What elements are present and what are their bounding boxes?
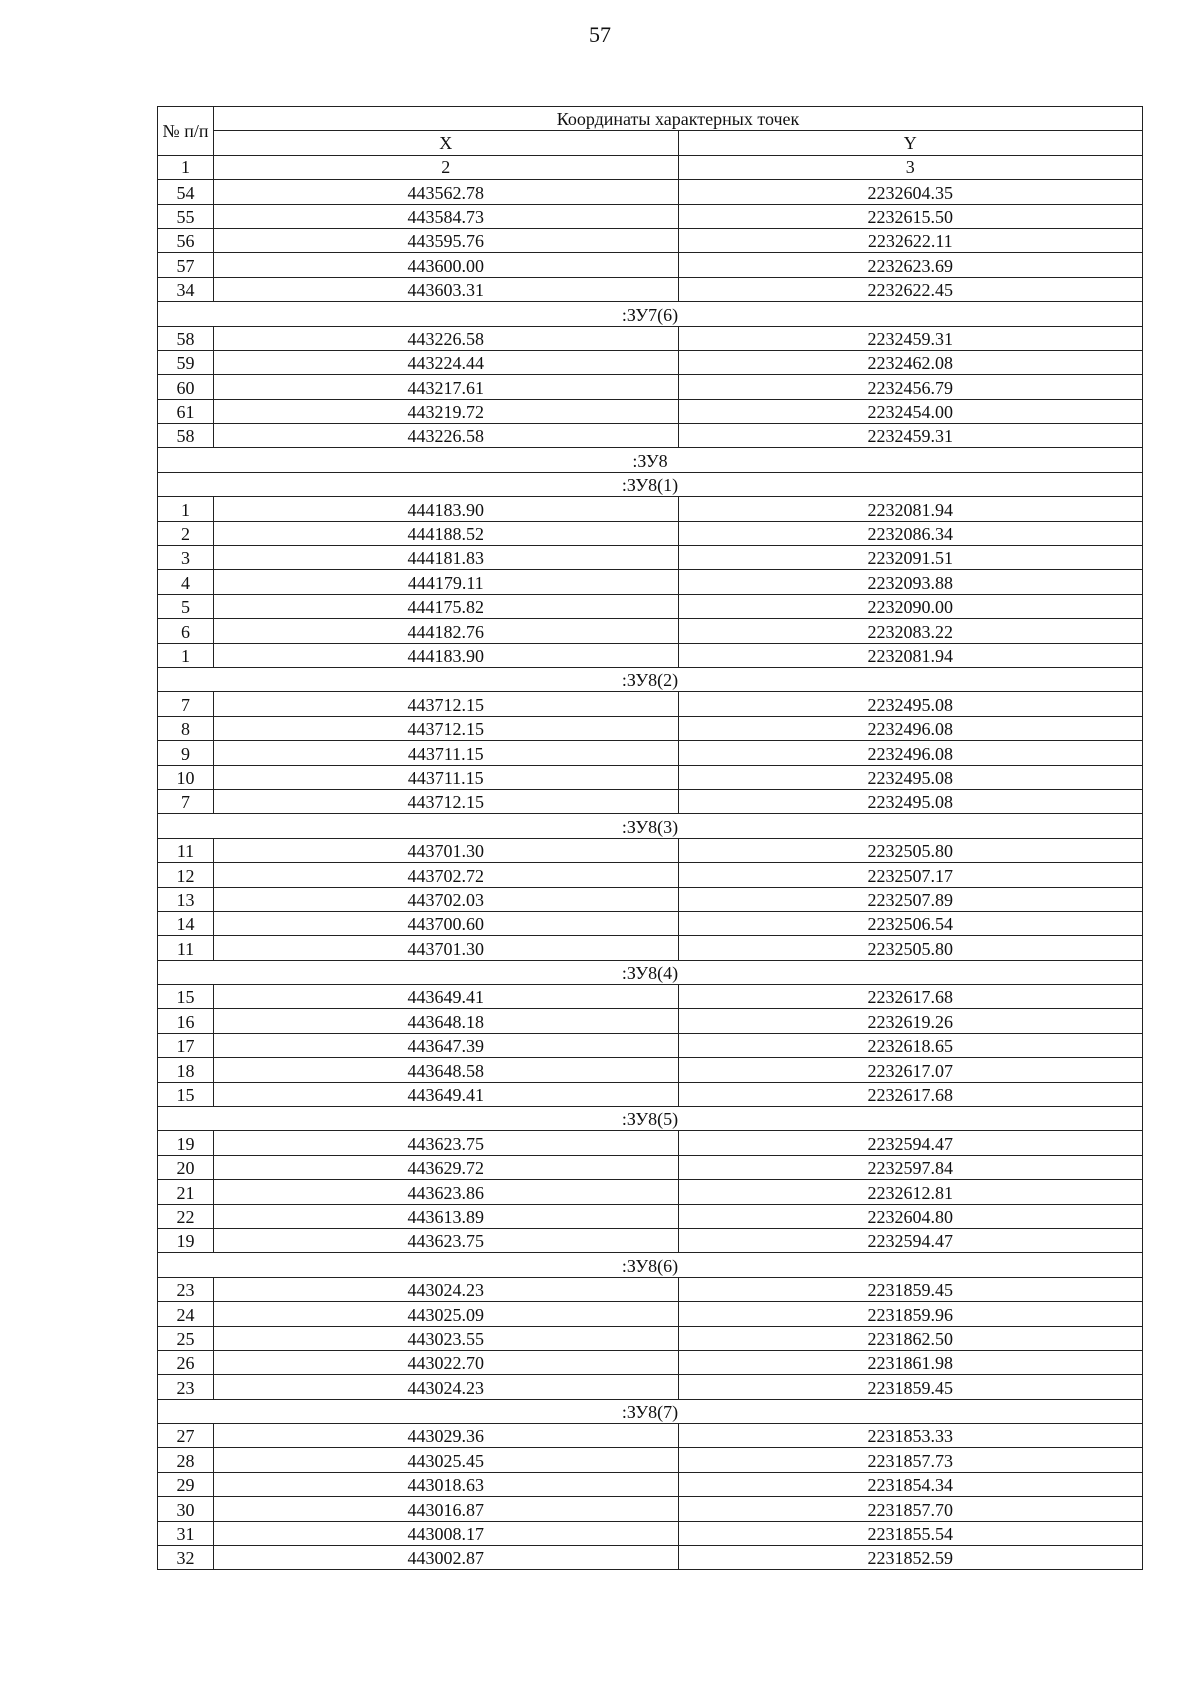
x-coordinate-cell: 443629.72 [214, 1155, 679, 1179]
table-row [158, 1204, 1143, 1228]
table-row [158, 228, 1143, 252]
table-row [158, 1497, 1143, 1521]
point-number-cell: 9 [158, 741, 214, 765]
table-row [158, 326, 1143, 350]
table-row [158, 1082, 1143, 1106]
x-coordinate-cell: 443623.75 [214, 1228, 679, 1252]
point-number-cell: 3 [158, 546, 214, 570]
x-coordinate-cell: 443712.15 [214, 692, 679, 716]
x-coordinate-cell: 443024.23 [214, 1277, 679, 1301]
x-coordinate-cell: 443649.41 [214, 985, 679, 1009]
table-row [158, 1350, 1143, 1374]
y-coordinate-cell: 2232604.35 [678, 180, 1143, 204]
y-coordinate-cell: 2232507.89 [678, 887, 1143, 911]
y-coordinate-cell: 2232495.08 [678, 765, 1143, 789]
table-row [158, 1277, 1143, 1301]
table-row [158, 350, 1143, 374]
point-number-cell: 14 [158, 911, 214, 935]
table-row [158, 1302, 1143, 1326]
x-coordinate-cell: 443712.15 [214, 716, 679, 740]
x-coordinate-cell: 444183.90 [214, 497, 679, 521]
x-coordinate-cell: 443224.44 [214, 350, 679, 374]
point-number-cell: 21 [158, 1180, 214, 1204]
x-coordinate-cell: 443025.09 [214, 1302, 679, 1326]
y-coordinate-cell: 2232617.07 [678, 1058, 1143, 1082]
table-row [158, 546, 1143, 570]
y-coordinate-cell: 2232604.80 [678, 1204, 1143, 1228]
table-row [158, 643, 1143, 667]
section-row [158, 1253, 1143, 1277]
point-number-cell: 58 [158, 326, 214, 350]
x-coordinate-cell: 443600.00 [214, 253, 679, 277]
table-row [158, 863, 1143, 887]
point-number-cell: 4 [158, 570, 214, 594]
y-coordinate-cell: 2232612.81 [678, 1180, 1143, 1204]
point-number-cell: 58 [158, 424, 214, 448]
point-number-cell: 7 [158, 692, 214, 716]
table-row [158, 985, 1143, 1009]
x-coordinate-cell: 443016.87 [214, 1497, 679, 1521]
section-row [158, 302, 1143, 326]
table-row [158, 619, 1143, 643]
table-row [158, 1228, 1143, 1252]
table-row [158, 1058, 1143, 1082]
header-col-number-2: 2 [214, 155, 679, 179]
y-coordinate-cell: 2232495.08 [678, 789, 1143, 813]
x-coordinate-cell: 443022.70 [214, 1350, 679, 1374]
page-number: 57 [589, 22, 611, 47]
table-row [158, 765, 1143, 789]
y-coordinate-cell: 2232594.47 [678, 1228, 1143, 1252]
table-row [158, 277, 1143, 301]
header-coords-label: Координаты характерных точек [214, 107, 1143, 131]
table-row [158, 570, 1143, 594]
section-label: :ЗУ8(3) [158, 814, 1143, 838]
table-row [158, 497, 1143, 521]
section-row [158, 1107, 1143, 1131]
point-number-cell: 1 [158, 497, 214, 521]
point-number-cell: 22 [158, 1204, 214, 1228]
section-label: :ЗУ8(6) [158, 1253, 1143, 1277]
y-coordinate-cell: 2231854.34 [678, 1472, 1143, 1496]
x-coordinate-cell: 443217.61 [214, 375, 679, 399]
y-coordinate-cell: 2232623.69 [678, 253, 1143, 277]
table-row [158, 521, 1143, 545]
x-coordinate-cell: 444188.52 [214, 521, 679, 545]
x-coordinate-cell: 443648.58 [214, 1058, 679, 1082]
point-number-cell: 2 [158, 521, 214, 545]
section-row [158, 667, 1143, 691]
y-coordinate-cell: 2232091.51 [678, 546, 1143, 570]
x-coordinate-cell: 443623.75 [214, 1131, 679, 1155]
point-number-cell: 8 [158, 716, 214, 740]
x-coordinate-cell: 443647.39 [214, 1033, 679, 1057]
table-row [158, 936, 1143, 960]
y-coordinate-cell: 2232093.88 [678, 570, 1143, 594]
section-label: :ЗУ8(1) [158, 472, 1143, 496]
point-number-cell: 16 [158, 1009, 214, 1033]
section-label: :ЗУ8(4) [158, 960, 1143, 984]
y-coordinate-cell: 2232619.26 [678, 1009, 1143, 1033]
y-coordinate-cell: 2232090.00 [678, 594, 1143, 618]
section-label: :ЗУ7(6) [158, 302, 1143, 326]
table-row [158, 375, 1143, 399]
point-number-cell: 11 [158, 838, 214, 862]
point-number-cell: 24 [158, 1302, 214, 1326]
y-coordinate-cell: 2232622.11 [678, 228, 1143, 252]
header-row-column-numbers [158, 155, 1143, 179]
x-coordinate-cell: 443603.31 [214, 277, 679, 301]
section-label: :ЗУ8(5) [158, 1107, 1143, 1131]
x-coordinate-cell: 444183.90 [214, 643, 679, 667]
y-coordinate-cell: 2231861.98 [678, 1350, 1143, 1374]
point-number-cell: 54 [158, 180, 214, 204]
coordinates-table [157, 106, 1143, 1570]
table-row [158, 180, 1143, 204]
y-coordinate-cell: 2232083.22 [678, 619, 1143, 643]
x-coordinate-cell: 443702.03 [214, 887, 679, 911]
table-row [158, 1033, 1143, 1057]
header-y-label: Y [678, 131, 1143, 155]
x-coordinate-cell: 443700.60 [214, 911, 679, 935]
y-coordinate-cell: 2232505.80 [678, 936, 1143, 960]
x-coordinate-cell: 444179.11 [214, 570, 679, 594]
header-row-top [158, 107, 1143, 131]
x-coordinate-cell: 443613.89 [214, 1204, 679, 1228]
y-coordinate-cell: 2232462.08 [678, 350, 1143, 374]
y-coordinate-cell: 2231859.45 [678, 1277, 1143, 1301]
table-row [158, 399, 1143, 423]
point-number-cell: 29 [158, 1472, 214, 1496]
point-number-cell: 18 [158, 1058, 214, 1082]
table-row [158, 1009, 1143, 1033]
y-coordinate-cell: 2232496.08 [678, 741, 1143, 765]
table-row [158, 1472, 1143, 1496]
point-number-cell: 59 [158, 350, 214, 374]
y-coordinate-cell: 2231857.70 [678, 1497, 1143, 1521]
point-number-cell: 56 [158, 228, 214, 252]
x-coordinate-cell: 443623.86 [214, 1180, 679, 1204]
y-coordinate-cell: 2232495.08 [678, 692, 1143, 716]
x-coordinate-cell: 443226.58 [214, 326, 679, 350]
x-coordinate-cell: 443219.72 [214, 399, 679, 423]
y-coordinate-cell: 2232459.31 [678, 326, 1143, 350]
y-coordinate-cell: 2231859.45 [678, 1375, 1143, 1399]
x-coordinate-cell: 443712.15 [214, 789, 679, 813]
section-row [158, 814, 1143, 838]
y-coordinate-cell: 2232622.45 [678, 277, 1143, 301]
y-coordinate-cell: 2231852.59 [678, 1546, 1143, 1570]
table-row [158, 1131, 1143, 1155]
point-number-cell: 12 [158, 863, 214, 887]
x-coordinate-cell: 443584.73 [214, 204, 679, 228]
y-coordinate-cell: 2232505.80 [678, 838, 1143, 862]
header-num-label: № п/п [158, 107, 214, 156]
y-coordinate-cell: 2232454.00 [678, 399, 1143, 423]
y-coordinate-cell: 2231859.96 [678, 1302, 1143, 1326]
table-row [158, 204, 1143, 228]
y-coordinate-cell: 2232456.79 [678, 375, 1143, 399]
point-number-cell: 28 [158, 1448, 214, 1472]
table-row [158, 692, 1143, 716]
point-number-cell: 23 [158, 1375, 214, 1399]
point-number-cell: 30 [158, 1497, 214, 1521]
table-row [158, 1521, 1143, 1545]
table-row [158, 1155, 1143, 1179]
table-row [158, 1424, 1143, 1448]
table-row [158, 1180, 1143, 1204]
y-coordinate-cell: 2232594.47 [678, 1131, 1143, 1155]
y-coordinate-cell: 2232597.84 [678, 1155, 1143, 1179]
header-col-number-1: 1 [158, 155, 214, 179]
x-coordinate-cell: 443649.41 [214, 1082, 679, 1106]
section-label: :ЗУ8(7) [158, 1399, 1143, 1423]
point-number-cell: 34 [158, 277, 214, 301]
y-coordinate-cell: 2231857.73 [678, 1448, 1143, 1472]
table-row [158, 1546, 1143, 1570]
point-number-cell: 25 [158, 1326, 214, 1350]
point-number-cell: 13 [158, 887, 214, 911]
x-coordinate-cell: 444175.82 [214, 594, 679, 618]
section-row [158, 472, 1143, 496]
table-row [158, 838, 1143, 862]
x-coordinate-cell: 443702.72 [214, 863, 679, 887]
y-coordinate-cell: 2231862.50 [678, 1326, 1143, 1350]
table-row [158, 911, 1143, 935]
x-coordinate-cell: 443002.87 [214, 1546, 679, 1570]
x-coordinate-cell: 443701.30 [214, 936, 679, 960]
x-coordinate-cell: 443595.76 [214, 228, 679, 252]
point-number-cell: 7 [158, 789, 214, 813]
point-number-cell: 19 [158, 1131, 214, 1155]
point-number-cell: 60 [158, 375, 214, 399]
section-row [158, 448, 1143, 472]
x-coordinate-cell: 443648.18 [214, 1009, 679, 1033]
point-number-cell: 32 [158, 1546, 214, 1570]
section-label: :ЗУ8 [158, 448, 1143, 472]
section-row [158, 960, 1143, 984]
point-number-cell: 11 [158, 936, 214, 960]
section-row [158, 1399, 1143, 1423]
x-coordinate-cell: 443711.15 [214, 741, 679, 765]
x-coordinate-cell: 443008.17 [214, 1521, 679, 1545]
x-coordinate-cell: 443226.58 [214, 424, 679, 448]
point-number-cell: 1 [158, 643, 214, 667]
point-number-cell: 15 [158, 1082, 214, 1106]
x-coordinate-cell: 443025.45 [214, 1448, 679, 1472]
x-coordinate-cell: 443023.55 [214, 1326, 679, 1350]
point-number-cell: 17 [158, 1033, 214, 1057]
y-coordinate-cell: 2232507.17 [678, 863, 1143, 887]
y-coordinate-cell: 2232506.54 [678, 911, 1143, 935]
point-number-cell: 61 [158, 399, 214, 423]
x-coordinate-cell: 443701.30 [214, 838, 679, 862]
coordinates-table-body [158, 107, 1143, 1570]
x-coordinate-cell: 443024.23 [214, 1375, 679, 1399]
y-coordinate-cell: 2232459.31 [678, 424, 1143, 448]
x-coordinate-cell: 443029.36 [214, 1424, 679, 1448]
table-row [158, 741, 1143, 765]
y-coordinate-cell: 2232086.34 [678, 521, 1143, 545]
point-number-cell: 10 [158, 765, 214, 789]
point-number-cell: 6 [158, 619, 214, 643]
point-number-cell: 27 [158, 1424, 214, 1448]
point-number-cell: 31 [158, 1521, 214, 1545]
y-coordinate-cell: 2231855.54 [678, 1521, 1143, 1545]
table-row [158, 424, 1143, 448]
y-coordinate-cell: 2232615.50 [678, 204, 1143, 228]
point-number-cell: 20 [158, 1155, 214, 1179]
table-row [158, 1326, 1143, 1350]
point-number-cell: 15 [158, 985, 214, 1009]
point-number-cell: 55 [158, 204, 214, 228]
point-number-cell: 19 [158, 1228, 214, 1252]
x-coordinate-cell: 444181.83 [214, 546, 679, 570]
section-label: :ЗУ8(2) [158, 667, 1143, 691]
table-row [158, 789, 1143, 813]
header-col-number-3: 3 [678, 155, 1143, 179]
y-coordinate-cell: 2232618.65 [678, 1033, 1143, 1057]
table-row [158, 253, 1143, 277]
point-number-cell: 5 [158, 594, 214, 618]
x-coordinate-cell: 443562.78 [214, 180, 679, 204]
point-number-cell: 26 [158, 1350, 214, 1374]
table-row [158, 594, 1143, 618]
y-coordinate-cell: 2232617.68 [678, 985, 1143, 1009]
y-coordinate-cell: 2232081.94 [678, 643, 1143, 667]
y-coordinate-cell: 2231853.33 [678, 1424, 1143, 1448]
header-x-label: X [214, 131, 679, 155]
y-coordinate-cell: 2232081.94 [678, 497, 1143, 521]
header-row-axes [158, 131, 1143, 155]
x-coordinate-cell: 443018.63 [214, 1472, 679, 1496]
y-coordinate-cell: 2232496.08 [678, 716, 1143, 740]
table-row [158, 887, 1143, 911]
table-row [158, 716, 1143, 740]
x-coordinate-cell: 443711.15 [214, 765, 679, 789]
y-coordinate-cell: 2232617.68 [678, 1082, 1143, 1106]
point-number-cell: 57 [158, 253, 214, 277]
table-row [158, 1375, 1143, 1399]
x-coordinate-cell: 444182.76 [214, 619, 679, 643]
point-number-cell: 23 [158, 1277, 214, 1301]
table-row [158, 1448, 1143, 1472]
